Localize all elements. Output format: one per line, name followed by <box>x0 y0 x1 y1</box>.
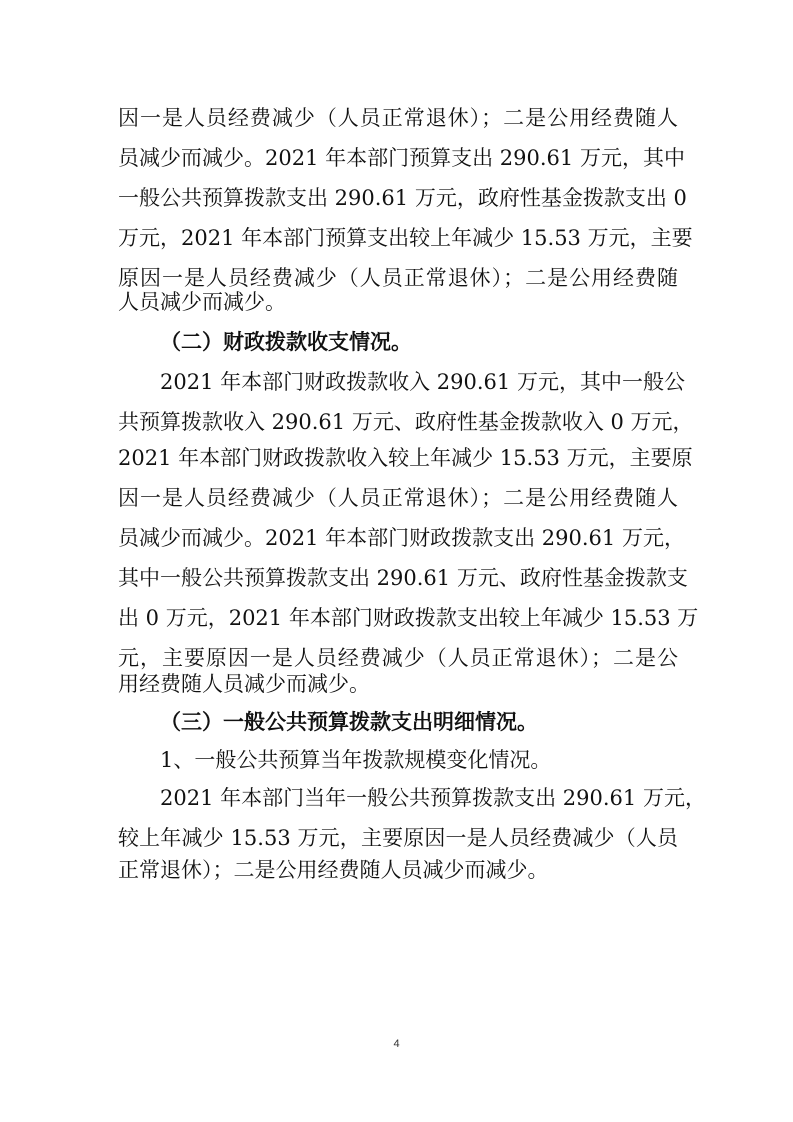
paragraph-line: 万元，2021 年本部门预算支出较上年减少 15.53 万元，主要 <box>118 226 693 250</box>
paragraph-line: 共预算拨款收入 290.61 万元、政府性基金拨款收入 0 万元， <box>118 410 694 434</box>
paragraph-line: 员减少而减少。2021 年本部门预算支出 290.61 万元，其中 <box>118 146 685 170</box>
paragraph-line: 较上年减少 15.53 万元，主要原因一是人员经费减少（人员 <box>118 826 678 850</box>
paragraph-line: 其中一般公共预算拨款支出 290.61 万元、政府性基金拨款支 <box>118 566 688 590</box>
paragraph-line: 元，主要原因一是人员经费减少（人员正常退休）；二是公 <box>118 646 678 670</box>
paragraph-line: 用经费随人员减少而减少。 <box>118 672 370 696</box>
paragraph-line: 原因一是人员经费减少（人员正常退休）；二是公用经费随 <box>118 266 678 290</box>
paragraph-line: 因一是人员经费减少（人员正常退休）；二是公用经费随人 <box>118 106 678 130</box>
paragraph-line: 出 0 万元，2021 年本部门财政拨款支出较上年减少 15.53 万 <box>118 606 699 630</box>
paragraph-line: 2021 年本部门财政拨款收入较上年减少 15.53 万元，主要原 <box>118 446 693 470</box>
page-number: 4 <box>393 1038 400 1050</box>
paragraph-line: 正常退休）；二是公用经费随人员减少而减少。 <box>118 858 549 882</box>
paragraph-line: 2021 年本部门当年一般公共预算拨款支出 290.61 万元， <box>160 786 706 810</box>
paragraph-line: 2021 年本部门财政拨款收入 290.61 万元，其中一般公 <box>160 370 685 394</box>
paragraph-line: 因一是人员经费减少（人员正常退休）；二是公用经费随人 <box>118 486 678 510</box>
section-heading: （三）一般公共预算拨款支出明细情况。 <box>160 710 538 734</box>
paragraph-line: 一般公共预算拨款支出 290.61 万元，政府性基金拨款支出 0 <box>118 186 687 210</box>
paragraph-line: 人员减少而减少。 <box>118 290 286 314</box>
section-heading: （二）财政拨款收支情况。 <box>160 330 412 354</box>
subsection-heading: 1、一般公共预算当年拨款规模变化情况。 <box>160 748 552 772</box>
paragraph-line: 员减少而减少。2021 年本部门财政拨款支出 290.61 万元， <box>118 526 685 550</box>
